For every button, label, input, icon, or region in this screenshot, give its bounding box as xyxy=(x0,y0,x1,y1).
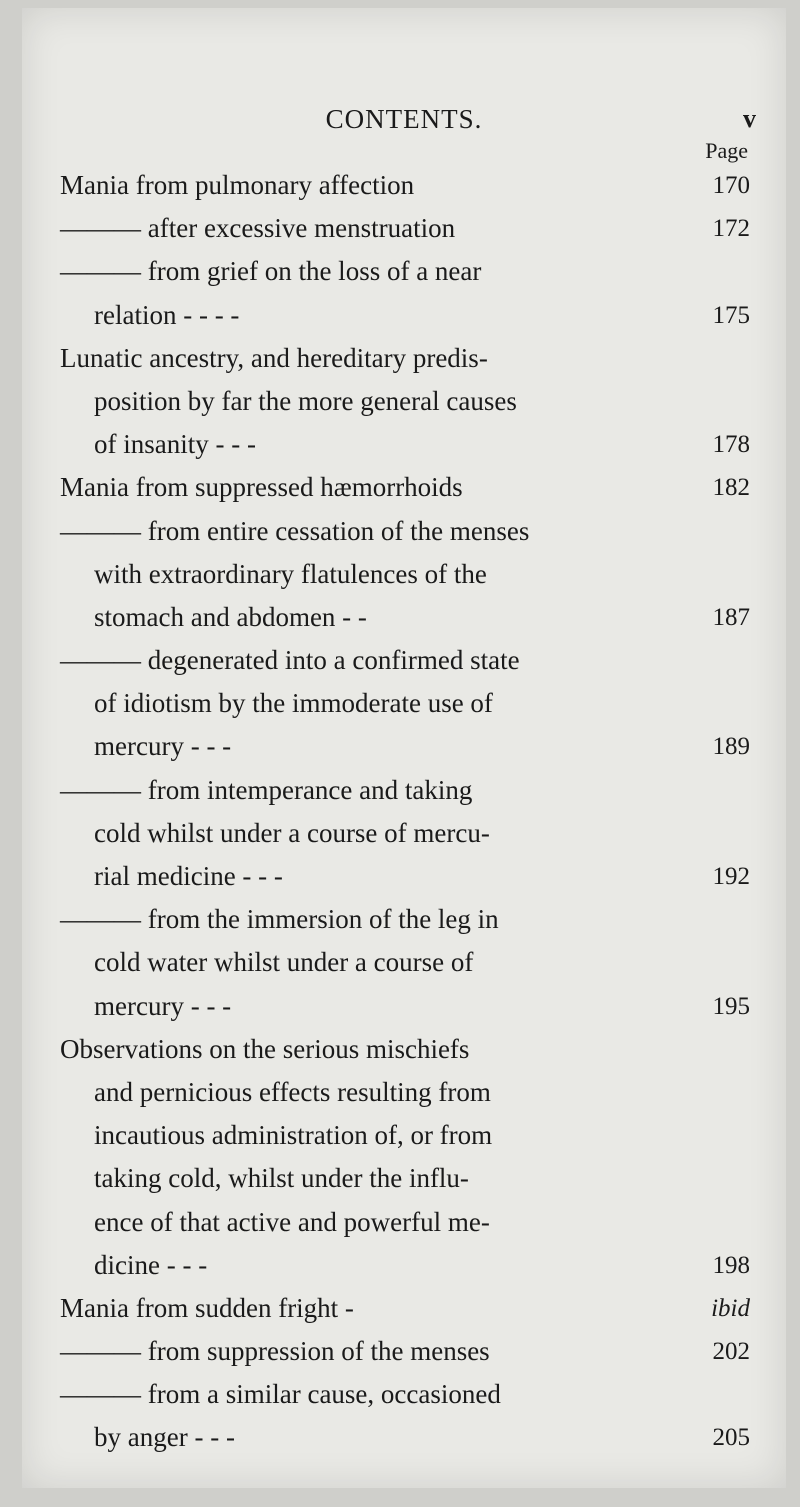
entry-text: Mania from pulmonary affection xyxy=(60,170,415,200)
contents-line xyxy=(60,207,750,250)
contents-line xyxy=(60,1244,750,1287)
page-number: 182 xyxy=(712,474,750,502)
contents-line xyxy=(60,337,750,380)
page-number: 198 xyxy=(712,1251,750,1279)
entry-text: ——— from intemperance and taking xyxy=(60,774,473,805)
entry-text: dicine - - - xyxy=(94,1249,208,1280)
entry-text: rial medicine - - - xyxy=(94,861,283,891)
entry-text: ——— degenerated into a confirmed state xyxy=(60,645,520,676)
entry-text: Observations on the serious mischiefs xyxy=(60,1033,470,1064)
entry-text: ence of that active and powerful me- xyxy=(94,1206,490,1237)
entry-text: mercury - - - xyxy=(94,731,232,762)
contents-line xyxy=(60,423,750,466)
contents-line xyxy=(60,1416,750,1459)
page-number: 178 xyxy=(712,431,750,459)
page-number: 189 xyxy=(712,733,750,761)
contents-line xyxy=(60,1157,750,1200)
entry-text: of insanity - - - xyxy=(94,429,256,460)
contents-line xyxy=(60,1287,750,1330)
page-number: 175 xyxy=(712,301,750,329)
contents-line xyxy=(60,164,750,207)
contents-line xyxy=(60,294,750,337)
entry-text: ——— from the immersion of the leg in xyxy=(60,904,499,935)
entry-text: ——— from entire cessation of the menses xyxy=(60,515,530,546)
contents-line xyxy=(60,510,750,553)
page-column-label: Page xyxy=(705,138,748,163)
contents-line xyxy=(60,596,750,639)
contents-line xyxy=(60,1373,750,1416)
page-number: 170 xyxy=(712,172,750,199)
entry-text: cold water whilst under a course of xyxy=(94,947,474,978)
contents-line xyxy=(60,250,750,293)
page-title: CONTENTS. xyxy=(325,104,483,134)
contents-line xyxy=(60,1330,750,1373)
entry-text: mercury - - - xyxy=(94,990,232,1021)
contents-line xyxy=(60,682,750,725)
entry-text: Mania from sudden fright - xyxy=(60,1292,354,1323)
page-number: 187 xyxy=(712,603,750,631)
contents-line xyxy=(60,1028,750,1071)
contents-line xyxy=(60,985,750,1028)
contents-line xyxy=(60,855,750,898)
entry-text: stomach and abdomen - - xyxy=(94,601,367,632)
contents-line xyxy=(60,1071,750,1114)
entry-text: ——— from a similar cause, occasioned xyxy=(60,1379,501,1410)
contents-line xyxy=(60,769,750,812)
entry-text: ——— from suppression of the menses xyxy=(60,1336,490,1367)
contents-line xyxy=(60,1114,750,1157)
entry-text: ——— from grief on the loss of a near xyxy=(60,256,482,287)
page-number: 202 xyxy=(712,1338,750,1366)
entry-text: ——— after excessive menstruation xyxy=(60,213,456,244)
entry-text: taking cold, whilst under the influ- xyxy=(94,1163,469,1194)
page-number: 172 xyxy=(712,215,750,243)
entry-text: with extraordinary flatulences of the xyxy=(94,558,487,589)
contents-line xyxy=(60,639,750,682)
contents-list xyxy=(60,164,750,1460)
contents-line xyxy=(60,1201,750,1244)
page-number: 192 xyxy=(712,863,750,890)
page-number: 195 xyxy=(712,992,750,1020)
entry-text: cold whilst under a course of mercu- xyxy=(94,817,490,848)
entry-text: relation - - - - xyxy=(94,299,240,330)
entry-text: incautious administration of, or from xyxy=(94,1120,493,1151)
entry-text: Lunatic ancestry, and hereditary predis- xyxy=(60,342,488,373)
entry-text: position by far the more general causes xyxy=(94,385,517,416)
contents-line xyxy=(60,466,750,509)
page-number: ibid xyxy=(711,1294,750,1322)
contents-line xyxy=(60,812,750,855)
entry-text: by anger - - - xyxy=(94,1422,235,1453)
contents-line xyxy=(60,898,750,941)
contents-line xyxy=(60,553,750,596)
page-number: 205 xyxy=(712,1424,750,1452)
entry-text: Mania from suppressed hæmorrhoids xyxy=(60,472,463,503)
signature-mark: v xyxy=(743,104,756,133)
book-page xyxy=(22,8,786,1488)
contents-line xyxy=(60,941,750,984)
entry-text: and pernicious effects resulting from xyxy=(94,1076,491,1107)
contents-line xyxy=(60,380,750,423)
entry-text: of idiotism by the immoderate use of xyxy=(94,688,493,719)
contents-line xyxy=(60,725,750,768)
